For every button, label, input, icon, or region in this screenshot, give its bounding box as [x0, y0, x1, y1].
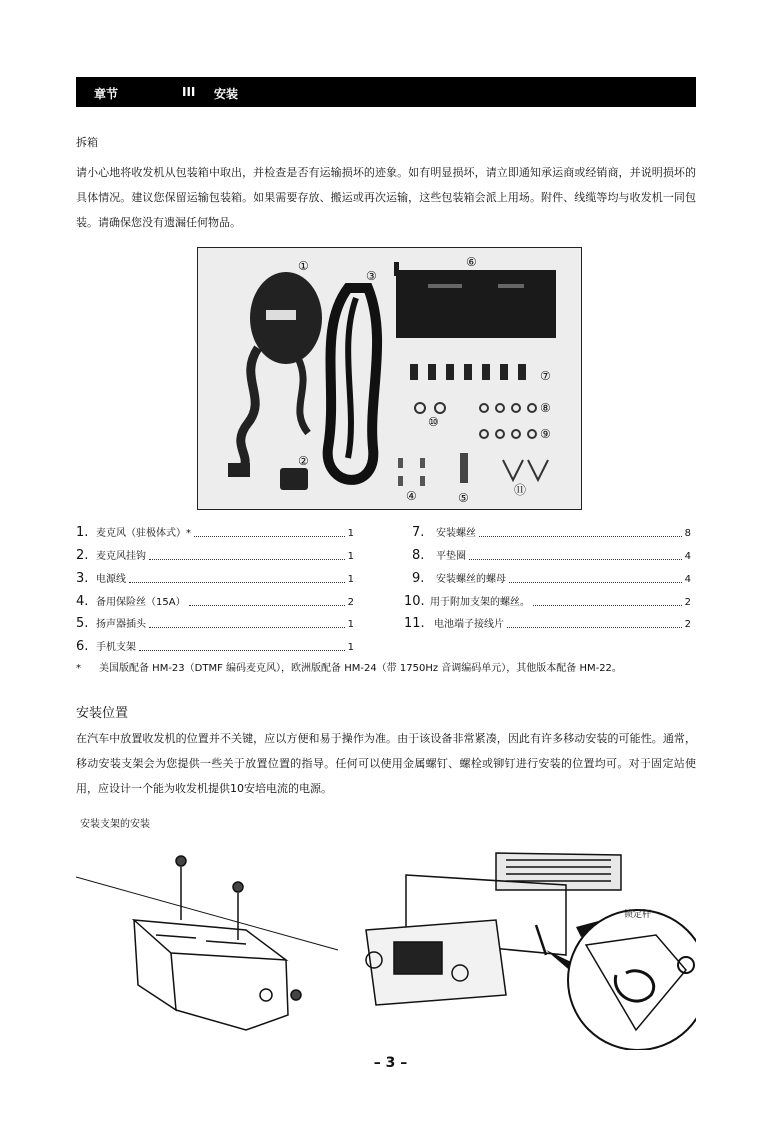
unpacking-paragraph: 请小心地将收发机从包装箱中取出，并检查是否有运输损坏的迹象。如有明显损坏，请立即通知承运商或经销商，并说明损坏的具体情况。建议您保留运输包装箱。如果需要存放、搬运或再次运输，这些包装箱会派上用场。附件、线缆等均与收发机一同包装。请确保您没有遗漏任何物品。: [76, 166, 696, 229]
chapter-title: 安装: [214, 87, 239, 101]
part-item: 8. 平垫圈 4: [412, 548, 691, 563]
power-cable-illustration: [328, 288, 377, 480]
callout-4: ④: [406, 489, 417, 503]
part-item: 5. 扬声器插头 1: [76, 616, 354, 631]
part-item: 4. 备用保险丝（15A） 2: [76, 594, 354, 609]
lock-lever-detail-illustration: [568, 910, 696, 1050]
callout-7: ⑦: [540, 369, 551, 383]
callout-10: ⑩: [428, 415, 439, 429]
location-heading: 安装位置: [76, 706, 129, 721]
chapter-number: III: [182, 85, 196, 99]
chapter-label: 章节: [94, 87, 119, 101]
mic-hanger-illustration: [280, 468, 308, 490]
callout-1: ①: [298, 259, 309, 273]
callout-5: ⑤: [458, 491, 469, 505]
package-contents-drawing: [198, 248, 581, 509]
transceiver-illustration: [394, 262, 556, 338]
fuses-illustration: [398, 458, 425, 486]
callout-6: ⑥: [466, 255, 477, 269]
callout-3: ③: [366, 269, 377, 283]
part-item: 6. 手机支架 1: [76, 639, 354, 654]
page-number: – 3 –: [373, 1055, 408, 1071]
part-item: 11. 电池端子接线片 2: [404, 616, 691, 631]
part-item: 9. 安装螺丝的螺母 4: [412, 571, 691, 586]
chapter-header-bar: [76, 77, 696, 107]
lock-lever-label: 锁定杆: [624, 910, 652, 920]
mounting-screws-illustration: [410, 364, 526, 380]
part-item: 7. 安装螺丝 8: [412, 525, 691, 540]
footnote: [76, 659, 696, 674]
part-item: 2. 麦克风挂钩 1: [76, 548, 354, 563]
terminal-lugs-illustration: [503, 460, 548, 480]
location-paragraph: 在汽车中放置收发机的位置并不关键，应以方便和易于操作为准。由于该设备非常紧凑，因此有许多移动安装的可能性。通常，移动安装支架会为您提供一些关于放置位置的指导。任何可以使用金属螺钉、螺栓或铆钉进行安装的位置均可。对于固定站使用，应设计一个能为收发机提供10安培电流的电源。: [76, 732, 696, 795]
microphone-illustration: [228, 272, 322, 477]
speaker-plug-illustration: [460, 453, 468, 483]
callout-2: ②: [298, 454, 309, 468]
unpacking-heading: 拆箱: [76, 136, 98, 149]
callout-9: ⑨: [540, 427, 551, 441]
bracket-installation-drawing: [76, 845, 696, 1050]
mounting-bracket-illustration: [76, 856, 338, 1030]
bracket-heading: 安装支架的安装: [80, 819, 150, 830]
package-contents-figure: [197, 247, 582, 510]
part-item: 3. 电源线 1: [76, 571, 354, 586]
callout-11: ⑪: [514, 483, 527, 497]
part-item: 1. 麦克风（驻极体式）* 1: [76, 525, 354, 540]
footnote-mark: *: [76, 663, 81, 674]
part-item: 10. 用于附加支架的螺丝。 2: [404, 594, 691, 609]
callout-8: ⑧: [540, 401, 551, 415]
footnote-text: 美国版配备 HM-23（DTMF 编码麦克风），欧洲版配备 HM-24（带 1750Hz 音调编码单元），其他版本配备 HM-22。: [99, 663, 622, 674]
